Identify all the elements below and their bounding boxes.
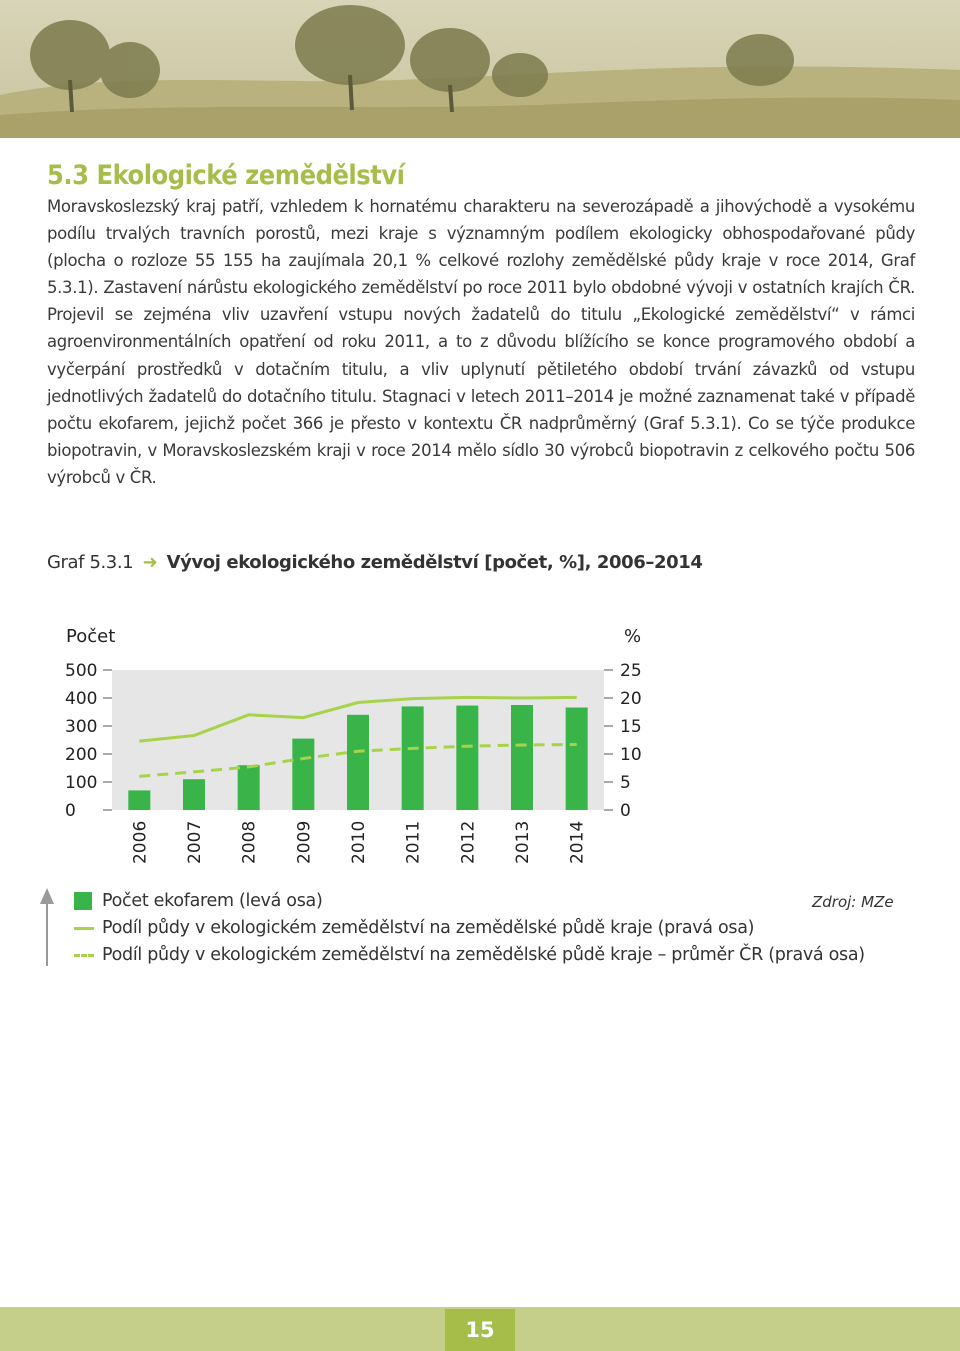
y-left-tick-label: 100 (65, 773, 98, 793)
y-right-tick-label: 10 (620, 745, 642, 765)
source-note: Zdroj: MZe (812, 893, 894, 911)
bar-2006 (128, 790, 150, 810)
x-tick-label: 2010 (349, 820, 369, 864)
legend-swatch-dashed-line (74, 954, 94, 957)
figure-title: Vývoj ekologického zemědělství [počet, %], 2006–2014 (166, 552, 703, 573)
legend-item-farms (74, 890, 322, 912)
y-right-tick-label: 0 (620, 801, 631, 821)
bar-2012 (456, 706, 478, 810)
arrow-right-icon: ➜ (142, 552, 158, 573)
figure-caption (47, 552, 703, 573)
x-tick-label: 2009 (294, 820, 315, 864)
figure-number: Graf 5.3.1 (47, 552, 134, 573)
arrow-up-icon (40, 888, 54, 968)
bar-2008 (238, 765, 260, 810)
bar-2011 (402, 706, 424, 810)
page-number: 15 (445, 1309, 515, 1351)
legend-item-cr-share (74, 944, 865, 966)
legend-label: Podíl půdy v ekologickém zemědělství na zemědělské půdě kraje – průměr ČR (pravá osa) (102, 945, 865, 965)
x-tick-label: 2008 (239, 820, 260, 864)
x-tick-label: 2013 (513, 820, 533, 864)
x-tick-label: 2006 (130, 820, 151, 864)
bar-2014 (566, 708, 588, 810)
y-right-tick-label: 5 (620, 773, 631, 793)
bar-2007 (183, 779, 205, 810)
legend-item-region-share (74, 917, 754, 939)
y-right-tick-label: 25 (620, 661, 642, 681)
chart-legend (40, 888, 920, 978)
landscape-banner (0, 0, 960, 138)
bar-2009 (292, 739, 314, 810)
legend-swatch-line (74, 927, 94, 930)
legend-label: Počet ekofarem (levá osa) (102, 891, 323, 911)
y-right-tick-label: 20 (620, 689, 642, 709)
y-left-label: Počet (66, 626, 116, 647)
bar-2010 (347, 715, 369, 810)
legend-swatch-bar (74, 892, 92, 910)
x-tick-label: 2011 (403, 820, 424, 864)
x-tick-label: 2007 (185, 820, 205, 864)
x-tick-label: 2014 (567, 820, 588, 864)
body-paragraph: Moravskoslezský kraj patří, vzhledem k hornatému charakteru na severozápadě a jihovýchodě a vysokému podílu trvalých travních porostů, mezi kraje s významným podílem ekologicky obhospodařované půdy (plocha o rozloze 55 155 ha zaujímala 20,1 % celkové rozlohy zemědělské půdy kraje v roce 2014, Graf 5.3.1). Zastavení nárůstu ekologického zemědělství po roce 2011 bylo obdobné vývoji v ostatních krajích ČR. Projevil se zejména vliv uzavření vstupu nových žadatelů do titulu „Ekologické zemědělství“ v rámci agroenvironmentálních opatření od roku 2011, a to z důvodu blížícího se konce programového období a vyčerpání prostředků v dotačním titulu, a vliv uplynutí pětiletého období trvání závazků od vstupu jednotlivých žadatelů do dotačního titulu. Stagnaci v letech 2011–2014 je možné zaznamenat také v případě počtu ekofarem, jejichž počet 366 je přesto v kontextu ČR nadprůměrný (Graf 5.3.1). Co se týče produkce biopotravin, v Moravskoslezském kraji v roce 2014 mělo sídlo 30 výrobců biopotravin z celkového počtu 506 výrobců v ČR. (47, 197, 915, 487)
section-title: 5.3 Ekologické zemědělství (47, 160, 405, 191)
y-left-tick-label: 500 (65, 661, 98, 681)
y-left-tick-label: 400 (65, 689, 98, 709)
legend-label: Podíl půdy v ekologickém zemědělství na zemědělské půdě kraje (pravá osa) (102, 918, 755, 938)
y-left-tick-label: 200 (65, 745, 98, 765)
y-right-label: % (624, 626, 642, 647)
bar-2013 (511, 705, 533, 810)
y-right-tick-label: 15 (620, 717, 642, 737)
x-tick-label: 2012 (458, 820, 479, 864)
ecological-farming-chart (0, 600, 960, 880)
y-left-tick-label: 300 (65, 717, 98, 737)
y-left-tick-label: 0 (65, 801, 76, 821)
